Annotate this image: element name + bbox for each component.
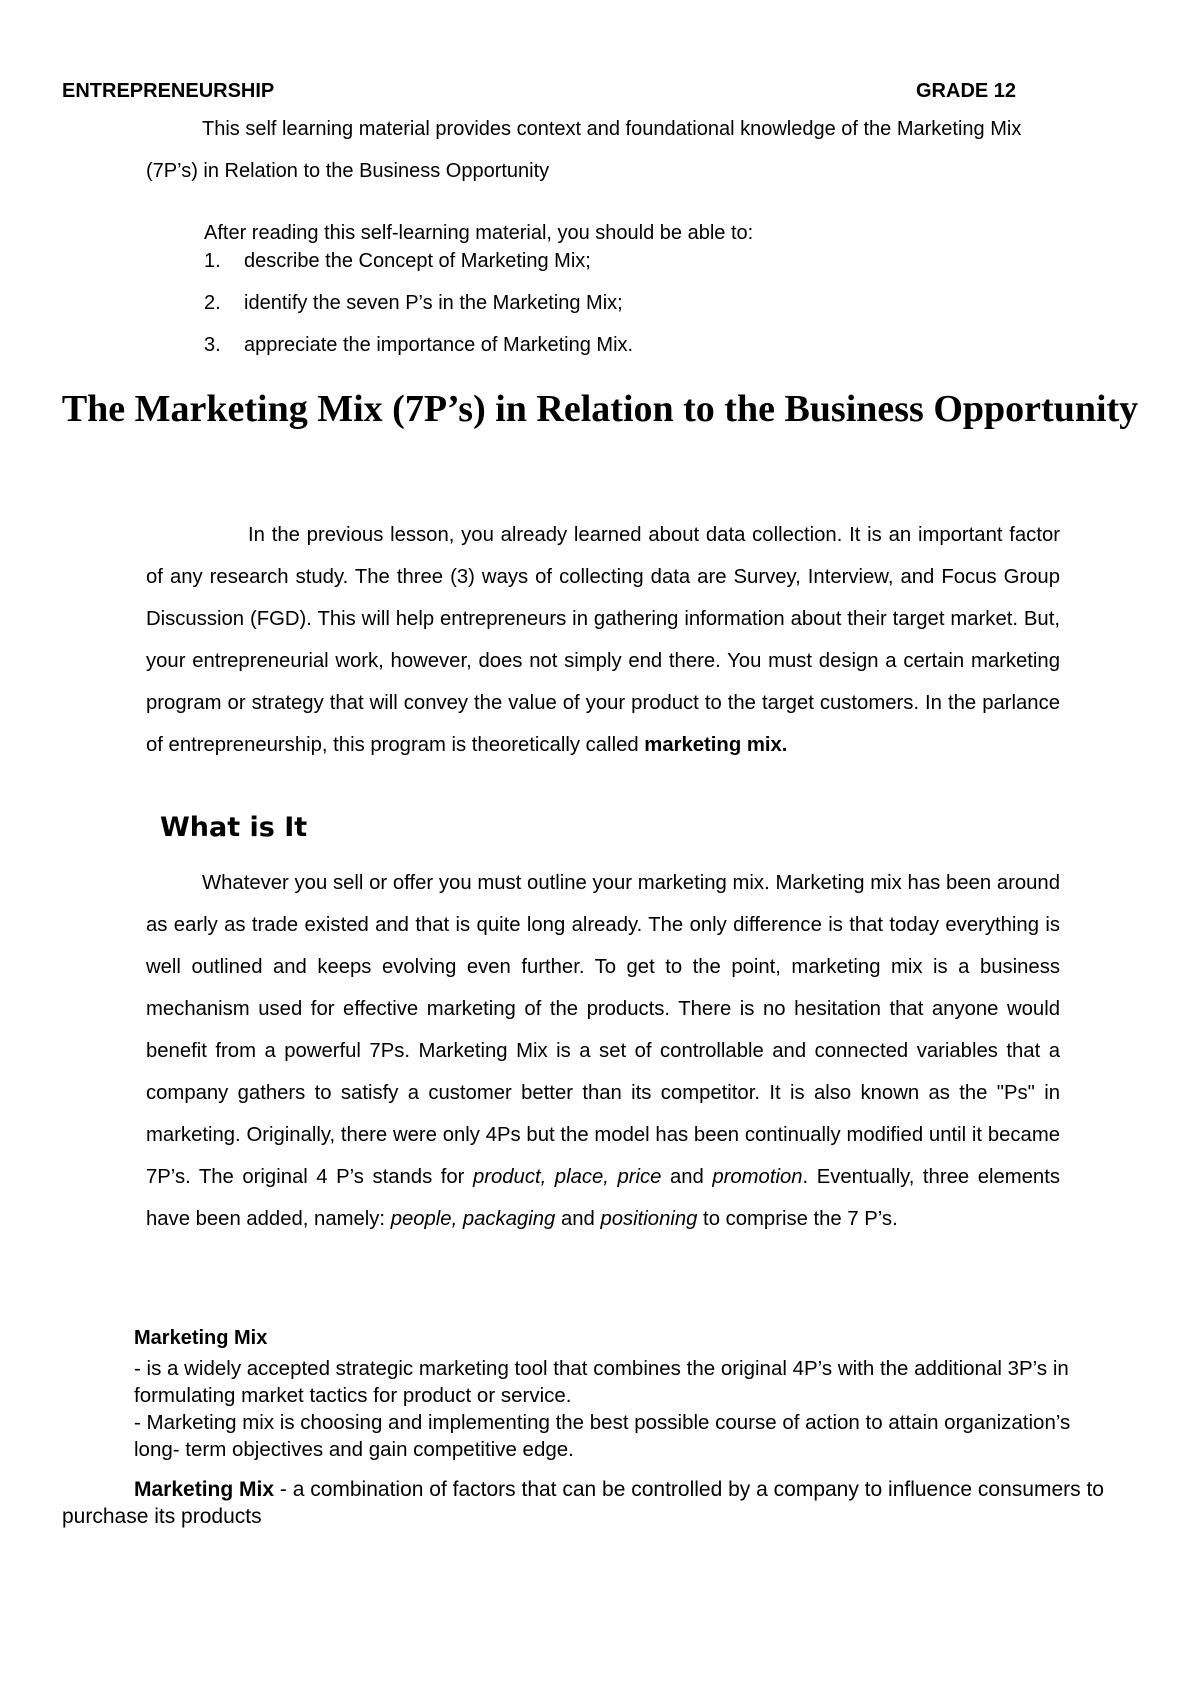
definition-line: - is a widely accepted strategic marketing tool that combines the original 4P’s with the additional 3P’s in formulating market tactics for product or service. <box>134 1357 1069 1407</box>
subject-label: ENTREPRENEURSHIP <box>62 80 275 102</box>
definition-paragraph <box>62 1476 1112 1530</box>
list-text: appreciate the importance of Marketing Mix. <box>244 334 634 356</box>
list-text: describe the Concept of Marketing Mix; <box>244 250 591 272</box>
list-number: 1. <box>204 250 221 272</box>
list-item <box>204 248 633 290</box>
definition-heading: Marketing Mix <box>134 1327 268 1349</box>
italic-term: promotion <box>712 1166 803 1188</box>
list-text: identify the seven P’s in the Marketing Mix; <box>244 292 623 314</box>
page-title: The Marketing Mix (7P’s) in Relation to the Business Opportunity <box>61 388 1139 430</box>
definition-line: - Marketing mix is choosing and implementing the best possible course of action to attain organization’s long- term objectives and gain competitive edge. <box>134 1411 1071 1461</box>
paragraph-text: Whatever you sell or offer you must outline your marketing mix. Marketing mix has been around as early as trade existed and that is quite long already. The only difference is that today everything is well outlined and keeps evolving even further. To get to the point, marketing mix is a business mechanism used for effective marketing of the products. There is no hesitation that anyone would benefit from a powerful 7Ps. Marketing Mix is a set of controllable and connected variables that a company gathers to satisfy a customer better than its competitor. It is also known as the "Ps" in marketing. Originally, there were only 4Ps but the model has been continually modified until it became 7P’s. The original 4 P’s stands for <box>146 872 1060 1188</box>
italic-term: people, packaging <box>390 1208 556 1230</box>
paragraph-text: and <box>555 1208 601 1230</box>
italic-term: positioning <box>600 1208 698 1230</box>
paragraph-text: . Eventually, three elements have been added, namely: <box>146 1166 1060 1230</box>
lesson-intro-paragraph <box>146 514 1060 766</box>
intro-paragraph: This self learning material provides context and foundational knowledge of the Marketing Mix (7P’s) in Relation to the Business Opportunity <box>146 118 1022 182</box>
italic-term: product, place, price <box>472 1166 662 1188</box>
paragraph-text: In the previous lesson, you already learned about data collection. It is an important factor of any research study. The three (3) ways of collecting data are Survey, Interview, and Focus Group Discussion (FGD). This will help entrepreneurs in gathering information about their target market. But, your entrepreneurial work, however, does not simply end there. You must design a certain marketing program or strategy that will convey the value of your product to the target customers. In the parlance of entrepreneurship, this program is theoretically called <box>146 524 1060 756</box>
objectives-list <box>204 248 633 374</box>
key-term: Marketing Mix <box>134 1478 275 1501</box>
list-item <box>204 290 633 332</box>
paragraph-text: - a combination of factors that can be controlled by a company to influence consumers to purchase its products <box>62 1478 1104 1528</box>
page-header <box>62 80 1022 104</box>
paragraph-text: and <box>661 1166 713 1188</box>
grade-label: GRADE 12 <box>916 80 1017 102</box>
section-heading: What is It <box>160 812 308 843</box>
paragraph-text: to comprise the 7 P’s. <box>697 1208 898 1230</box>
objectives-lead: After reading this self-learning material, you should be able to: <box>204 222 754 244</box>
list-number: 2. <box>204 292 221 314</box>
key-term: marketing mix. <box>644 734 788 756</box>
explanation-paragraph <box>146 862 1060 1240</box>
list-number: 3. <box>204 334 221 356</box>
